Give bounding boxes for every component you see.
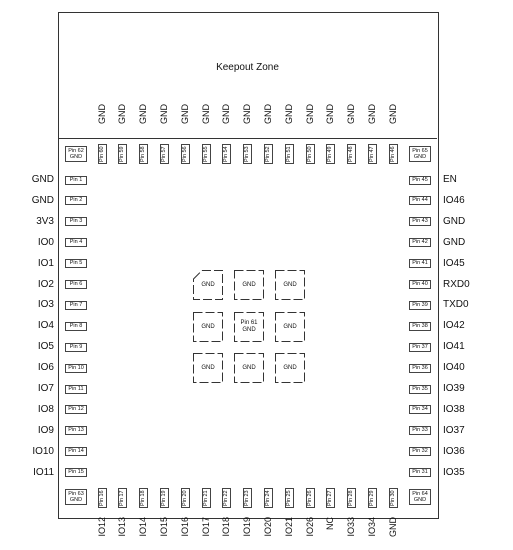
top-pin-box: Pin 60 xyxy=(98,144,107,164)
left-pin-box: Pin 15 xyxy=(65,468,87,477)
thermal-pad xyxy=(193,353,223,383)
thermal-pad-label: GND xyxy=(283,281,297,288)
thermal-pad-label: GND xyxy=(242,281,256,288)
top-pin-box: Pin 59 xyxy=(118,144,127,164)
corner-pin-number: Pin 63 xyxy=(68,491,84,497)
top-pin-box: Pin 50 xyxy=(306,144,315,164)
top-pin-label: GND xyxy=(304,104,315,124)
left-pin-label: GND xyxy=(31,194,54,206)
bottom-pin-box: Pin 28 xyxy=(347,488,356,508)
thermal-pad xyxy=(275,312,305,342)
thermal-pad-label: GND xyxy=(283,364,297,371)
bottom-pin-label: IO21 xyxy=(283,517,294,537)
bottom-pin-box: Pin 30 xyxy=(389,488,398,508)
thermal-pad-label: GND xyxy=(283,323,297,330)
top-pin-label: GND xyxy=(262,104,273,124)
thermal-pad-label: Pin 61 GND xyxy=(240,320,258,333)
left-pin-box: Pin 4 xyxy=(65,238,87,247)
left-pin-box: Pin 3 xyxy=(65,217,87,226)
bottom-pin-label: IO20 xyxy=(262,517,273,537)
bottom-pin-label: IO26 xyxy=(304,517,315,537)
top-pin-box: Pin 48 xyxy=(347,144,356,164)
right-pin-label: GND xyxy=(443,215,466,227)
right-pin-box: Pin 32 xyxy=(409,447,431,456)
right-pin-box: Pin 36 xyxy=(409,364,431,373)
corner-pin-net: GND xyxy=(413,497,427,503)
corner-pin-number: Pin 64 xyxy=(412,491,428,497)
right-pin-box: Pin 37 xyxy=(409,343,431,352)
bottom-pin-label: IO12 xyxy=(96,517,107,537)
corner-pin-net: GND xyxy=(69,497,83,503)
keepout-zone-label: Keepout Zone xyxy=(216,62,279,73)
top-pin-label: GND xyxy=(387,104,398,124)
bottom-pin-box: Pin 22 xyxy=(222,488,231,508)
right-pin-label: IO37 xyxy=(443,424,465,436)
right-pin-label: IO36 xyxy=(443,445,465,457)
top-pin-label: GND xyxy=(117,104,128,124)
thermal-pad xyxy=(193,270,223,300)
top-pin-label: GND xyxy=(200,104,211,124)
right-pin-box: Pin 34 xyxy=(409,405,431,414)
left-pin-label: 3V3 xyxy=(36,215,54,227)
top-pin-label: GND xyxy=(96,104,107,124)
left-pin-label: IO9 xyxy=(37,424,54,436)
keepout-boundary xyxy=(59,138,437,139)
bottom-pin-label: NC xyxy=(325,517,336,530)
thermal-pad xyxy=(234,270,264,300)
right-pin-label: IO40 xyxy=(443,362,465,374)
thermal-pad xyxy=(193,312,223,342)
corner-pin-box xyxy=(409,489,431,505)
top-pin-box: Pin 58 xyxy=(139,144,148,164)
top-pin-box: Pin 56 xyxy=(181,144,190,164)
corner-pin-number: Pin 65 xyxy=(412,148,428,154)
bottom-pin-box: Pin 27 xyxy=(326,488,335,508)
left-pin-box: Pin 10 xyxy=(65,364,87,373)
left-pin-box: Pin 9 xyxy=(65,343,87,352)
right-pin-label: EN xyxy=(443,174,457,185)
bottom-pin-box: Pin 24 xyxy=(264,488,273,508)
corner-pin-box xyxy=(409,146,431,162)
bottom-pin-label: IO19 xyxy=(242,517,253,537)
top-pin-box: Pin 55 xyxy=(202,144,211,164)
thermal-pad-label: GND xyxy=(201,364,215,371)
top-pin-box: Pin 47 xyxy=(368,144,377,164)
top-pin-label: GND xyxy=(325,104,336,124)
right-pin-box: Pin 45 xyxy=(409,176,431,185)
bottom-pin-label: IO33 xyxy=(346,517,357,537)
bottom-pin-label: IO14 xyxy=(138,517,149,537)
left-pin-label: IO0 xyxy=(37,236,54,248)
corner-pin-net: GND xyxy=(69,154,83,160)
top-pin-box: Pin 52 xyxy=(264,144,273,164)
bottom-pin-box: Pin 20 xyxy=(181,488,190,508)
thermal-pad-label: GND xyxy=(201,323,215,330)
left-pin-label: IO3 xyxy=(37,299,54,311)
bottom-pin-box: Pin 19 xyxy=(160,488,169,508)
right-pin-box: Pin 39 xyxy=(409,301,431,310)
bottom-pin-label: IO34 xyxy=(366,517,377,537)
thermal-pad xyxy=(275,353,305,383)
left-pin-label: IO5 xyxy=(37,341,54,353)
top-pin-label: GND xyxy=(221,104,232,124)
bottom-pin-box: Pin 25 xyxy=(285,488,294,508)
corner-pin-box xyxy=(65,146,87,162)
bottom-pin-label: IO16 xyxy=(179,517,190,537)
right-pin-box: Pin 35 xyxy=(409,385,431,394)
top-pin-label: GND xyxy=(346,104,357,124)
left-pin-label: IO4 xyxy=(37,320,54,332)
right-pin-label: IO45 xyxy=(443,257,465,269)
left-pin-label: IO8 xyxy=(37,403,54,415)
thermal-pad xyxy=(234,353,264,383)
left-pin-box: Pin 8 xyxy=(65,322,87,331)
left-pin-label: IO6 xyxy=(37,362,54,374)
bottom-pin-box: Pin 16 xyxy=(98,488,107,508)
right-pin-box: Pin 31 xyxy=(409,468,431,477)
left-pin-box: Pin 5 xyxy=(65,259,87,268)
right-pin-label: TXD0 xyxy=(443,299,469,311)
corner-pin-number: Pin 62 xyxy=(68,148,84,154)
right-pin-label: RXD0 xyxy=(443,278,470,290)
left-pin-label: IO1 xyxy=(37,257,54,269)
left-pin-label: GND xyxy=(31,174,54,185)
top-pin-label: GND xyxy=(366,104,377,124)
thermal-pad-label: GND xyxy=(242,364,256,371)
thermal-pad xyxy=(234,312,264,342)
top-pin-label: GND xyxy=(242,104,253,124)
top-pin-box: Pin 57 xyxy=(160,144,169,164)
right-pin-label: GND xyxy=(443,236,466,248)
left-pin-box: Pin 12 xyxy=(65,405,87,414)
top-pin-box: Pin 54 xyxy=(222,144,231,164)
right-pin-box: Pin 44 xyxy=(409,196,431,205)
module-outline xyxy=(58,12,439,519)
top-pin-box: Pin 53 xyxy=(243,144,252,164)
left-pin-label: IO11 xyxy=(33,466,54,478)
right-pin-box: Pin 43 xyxy=(409,217,431,226)
right-pin-box: Pin 33 xyxy=(409,426,431,435)
right-pin-label: IO41 xyxy=(443,341,465,353)
top-pin-box: Pin 51 xyxy=(285,144,294,164)
bottom-pin-label: IO17 xyxy=(200,517,211,537)
left-pin-box: Pin 14 xyxy=(65,447,87,456)
left-pin-box: Pin 11 xyxy=(65,385,87,394)
left-pin-box: Pin 7 xyxy=(65,301,87,310)
top-pin-label: GND xyxy=(158,104,169,124)
left-pin-box: Pin 1 xyxy=(65,176,87,185)
bottom-pin-box: Pin 17 xyxy=(118,488,127,508)
corner-pin-net: GND xyxy=(413,154,427,160)
bottom-pin-box: Pin 18 xyxy=(139,488,148,508)
right-pin-box: Pin 40 xyxy=(409,280,431,289)
right-pin-box: Pin 41 xyxy=(409,259,431,268)
bottom-pin-label: IO15 xyxy=(158,517,169,537)
bottom-pin-label: GND xyxy=(387,517,398,537)
right-pin-box: Pin 42 xyxy=(409,238,431,247)
bottom-pin-box: Pin 29 xyxy=(368,488,377,508)
left-pin-label: IO7 xyxy=(37,383,54,394)
top-pin-box: Pin 46 xyxy=(389,144,398,164)
left-pin-box: Pin 6 xyxy=(65,280,87,289)
right-pin-label: IO42 xyxy=(443,320,465,332)
bottom-pin-box: Pin 23 xyxy=(243,488,252,508)
thermal-pad xyxy=(275,270,305,300)
right-pin-label: IO46 xyxy=(443,194,465,206)
top-pin-label: GND xyxy=(179,104,190,124)
bottom-pin-box: Pin 21 xyxy=(202,488,211,508)
left-pin-label: IO10 xyxy=(32,445,54,457)
right-pin-label: IO38 xyxy=(443,403,465,415)
right-pin-label: IO35 xyxy=(443,466,465,478)
left-pin-box: Pin 2 xyxy=(65,196,87,205)
top-pin-label: GND xyxy=(283,104,294,124)
bottom-pin-label: IO13 xyxy=(117,517,128,537)
right-pin-label: IO39 xyxy=(443,383,465,394)
top-pin-label: GND xyxy=(138,104,149,124)
left-pin-box: Pin 13 xyxy=(65,426,87,435)
bottom-pin-label: IO18 xyxy=(221,517,232,537)
bottom-pin-box: Pin 26 xyxy=(306,488,315,508)
corner-pin-box xyxy=(65,489,87,505)
top-pin-box: Pin 49 xyxy=(326,144,335,164)
thermal-pad-label: GND xyxy=(201,281,215,288)
right-pin-box: Pin 38 xyxy=(409,322,431,331)
left-pin-label: IO2 xyxy=(37,278,54,290)
